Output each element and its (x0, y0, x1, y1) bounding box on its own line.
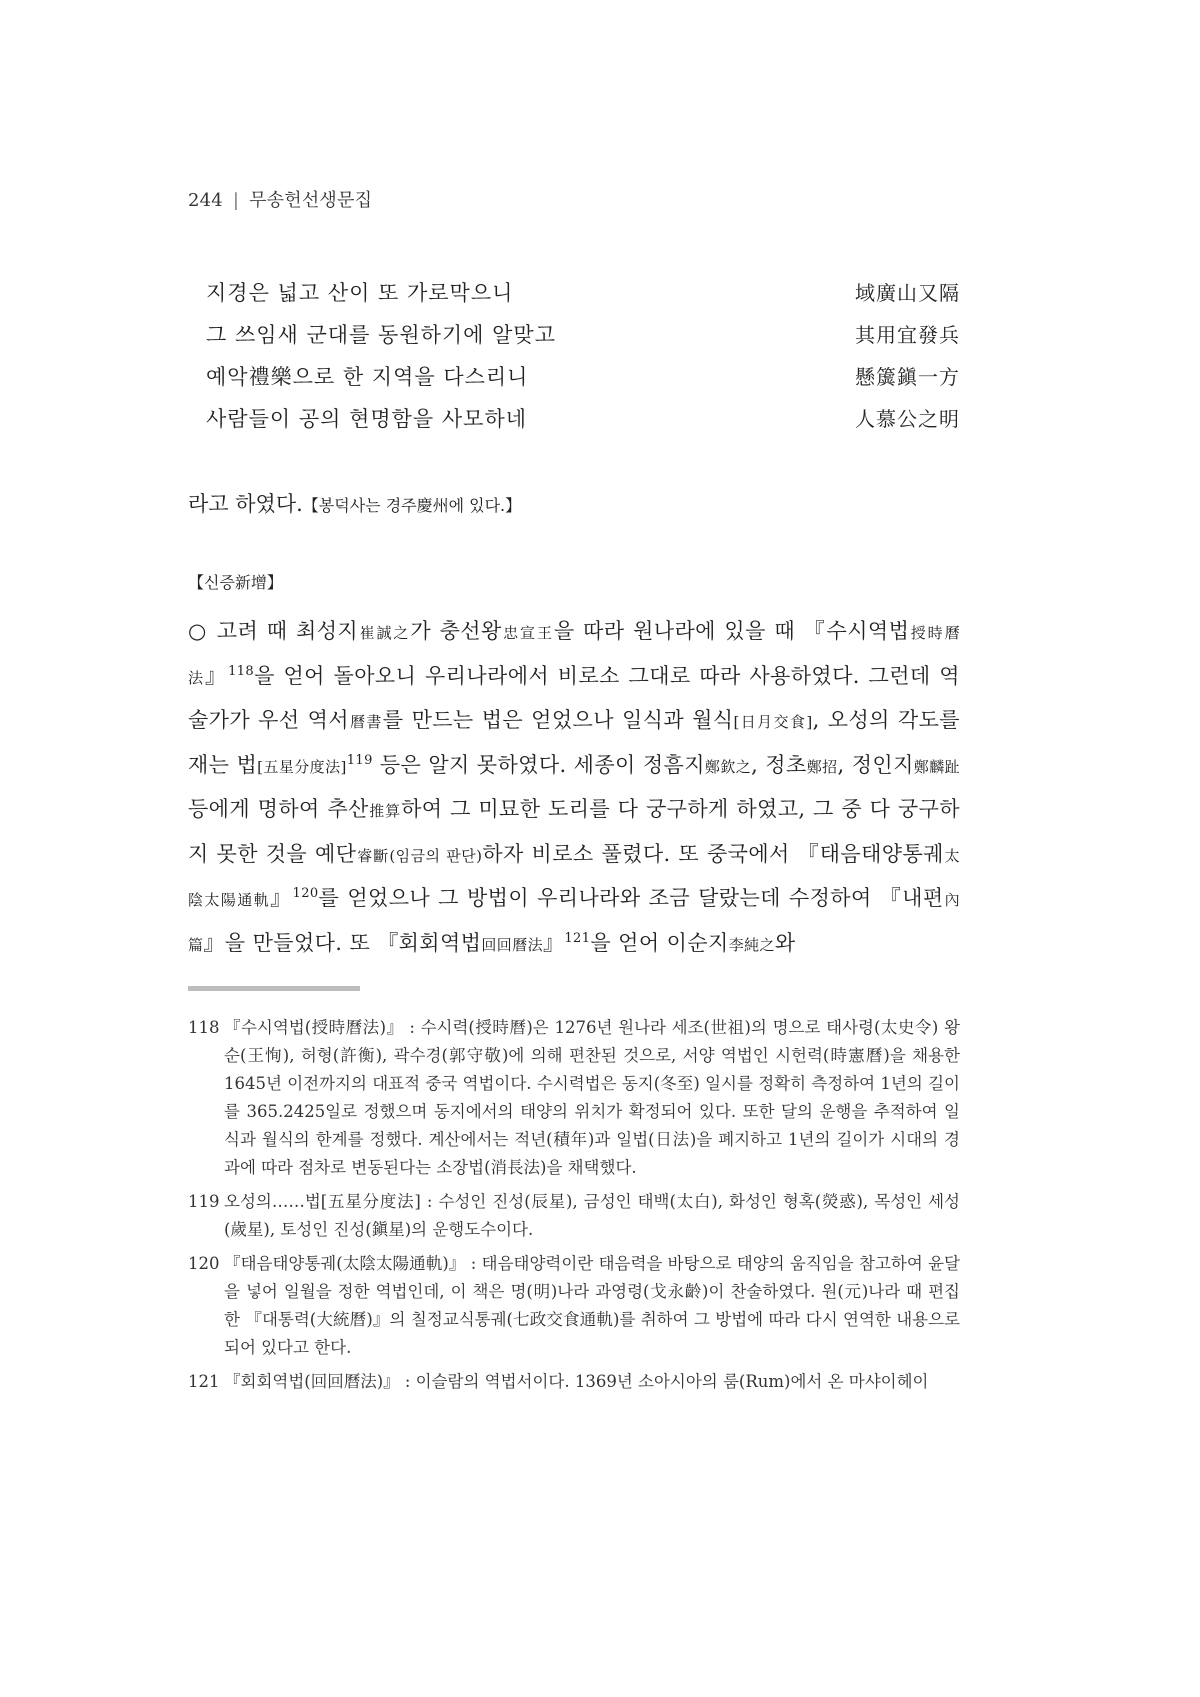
text-run: 와 (774, 930, 796, 955)
footnote-ref: 121 (564, 930, 591, 946)
text-run: 등에게 명하여 추산 (188, 797, 369, 821)
poem (188, 272, 960, 440)
header-separator: | (232, 190, 240, 211)
text-run: 하자 비로소 풀렸다. 또 중국에서 『태음태양통궤 (482, 841, 944, 866)
text-run: 』 (205, 663, 229, 688)
hanja-gloss: 太陰太陽通軌 (188, 846, 960, 909)
text-run: 를 얻었으나 그 방법이 우리나라와 조금 달랐는데 수정하여 『내편 (318, 886, 944, 910)
text-run: 』 (542, 930, 565, 955)
poem-chinese: 域廣山又隔 (855, 281, 960, 305)
hanja-gloss: 鄭麟趾 (913, 757, 961, 776)
text-run: , 정인지 (837, 752, 914, 777)
hanja-gloss: 回回曆法 (481, 935, 543, 954)
hanja-gloss: [日月交食] (733, 713, 813, 731)
closing-note: 【봉덕사는 경주慶州에 있다.】 (302, 496, 522, 515)
footnote-ref: 119 (346, 752, 373, 768)
section-tag: 【신증新增】 (188, 573, 283, 592)
text-run: 를 만드는 법은 얻었으나 일식과 월식 (382, 708, 734, 732)
hanja-gloss: 李純之 (728, 935, 775, 954)
text-run: ○ 고려 때 최성지 (188, 619, 359, 643)
page-header (188, 186, 372, 212)
footnote-ref: 118 (228, 663, 255, 679)
text-run: 을 얻어 이순지 (590, 930, 729, 955)
footnote (188, 1014, 960, 1182)
footnote-text: 오성의……법[五星分度法] : 수성인 진성(辰星), 금성인 태백(太白), 화성인 형혹(熒惑), 목성인 세성(歲星), 토성인 진성(鎭星)의 운행도수이다. (224, 1192, 960, 1239)
hanja-gloss: 推算 (368, 802, 402, 820)
poem-korean: 지경은 넓고 산이 또 가로막으니 (206, 281, 514, 305)
text-run: 』 (270, 886, 293, 910)
footnote-number: 118 (188, 1018, 220, 1037)
footnote-ref: 120 (292, 886, 319, 901)
hanja-gloss: 授時曆法 (188, 624, 960, 687)
hanja-gloss: [五星分度法] (257, 757, 347, 776)
poem-chinese: 人慕公之明 (855, 407, 960, 431)
hanja-gloss: 內篇 (188, 891, 960, 954)
text-run: , 정초 (751, 752, 807, 777)
poem-line (188, 272, 960, 314)
text-run: 하여 그 미묘한 도리를 다 궁구하게 하였고, 그 중 다 궁구하지 못한 것을 예단 (188, 797, 960, 866)
hanja-gloss: 鄭欽之 (704, 757, 752, 776)
hanja-gloss: 鄭招 (806, 757, 838, 776)
footnote-number: 120 (188, 1254, 220, 1273)
poem-chinese: 懸簴鎭一方 (855, 365, 960, 389)
hanja-gloss: 曆書 (348, 713, 383, 731)
footnotes (188, 1014, 960, 1402)
poem-korean: 예악禮樂으로 한 지역을 다스리니 (206, 365, 529, 389)
poem-line (188, 356, 960, 398)
footnote-text: 『회회역법(回回曆法)』 : 이슬람의 역법서이다. 1369년 소아시아의 룸(Rum)에서 온 마샤이헤이 (224, 1372, 929, 1391)
text-run: , 오성의 각도를 재는 법 (188, 708, 960, 777)
body-paragraph (188, 610, 960, 966)
footnote-number: 121 (188, 1372, 220, 1391)
poem-korean: 그 쓰임새 군대를 동원하기에 알맞고 (206, 323, 556, 347)
poem-chinese: 其用宜發兵 (855, 323, 960, 347)
footnote-text: 『태음태양통궤(太陰太陽通軌)』 : 태음태양력이란 태음력을 바탕으로 태양의 움직임을 참고하여 윤달을 넣어 일월을 정한 역법인데, 이 책은 명(明)나라 과영령(戈永齡)이 찬술하였다. 원(元)나라 때 편집한 『대통력(大統曆)』의 칠정교식통궤(七政交食通軌)를 취하여 그 방법에 따라 다시 연역한 내용으로 되어 있다고 한다. (224, 1254, 960, 1357)
hanja-gloss: 忠宣王 (501, 624, 554, 642)
footnote (188, 1188, 960, 1244)
hanja-gloss: 睿斷(임금의 판단) (356, 846, 483, 865)
book-title: 무송헌선생문집 (249, 190, 373, 211)
footnote-text: 『수시역법(授時曆法)』 : 수시력(授時曆)은 1276년 원나라 세조(世祖)의 명으로 태사령(太史令) 왕순(王恂), 허형(許衡), 곽수경(郭守敬)에 의해 편찬된 것으로, 서양 역법인 시헌력(時憲曆)을 채용한 1645년 이전까지의 대표적 중국 역법이다. 수시력법은 동지(冬至) 일시를 정확히 측정하여 1년의 길이를 365.2425일로 정했으며 동지에서의 태양의 위치가 확정되어 있다. 또한 달의 운행을 추적하여 일식과 월식의 한계를 정했다. 계산에서는 적년(積年)과 일법(日法)을 폐지하고 1년의 길이가 시대의 경과에 따라 점차로 변동된다는 소장법(消長法)을 채택했다. (224, 1018, 960, 1177)
hanja-gloss: 崔誠之 (358, 624, 411, 642)
poem-line (188, 398, 960, 440)
text-run: 을 따라 원나라에 있을 때 『수시역법 (553, 619, 910, 643)
footnote (188, 1368, 960, 1396)
footnote-number: 119 (188, 1192, 220, 1211)
poem-line (188, 314, 960, 356)
footnote-divider (188, 986, 360, 991)
text-run: 을 얻어 돌아오니 우리나라에서 비로소 그대로 따라 사용하였다. 그런데 역술가가 우선 역서 (188, 663, 960, 732)
text-run: 가 충선왕 (410, 619, 502, 643)
text-run: 』을 만들었다. 또 『회회역법 (203, 930, 482, 955)
closing-text: 라고 하였다. (188, 492, 303, 516)
footnote (188, 1250, 960, 1362)
closing-line (188, 488, 521, 518)
poem-korean: 사람들이 공의 현명함을 사모하네 (206, 407, 528, 431)
text-run: 등은 알지 못하였다. 세종이 정흠지 (372, 752, 705, 777)
page-number: 244 (188, 190, 223, 211)
